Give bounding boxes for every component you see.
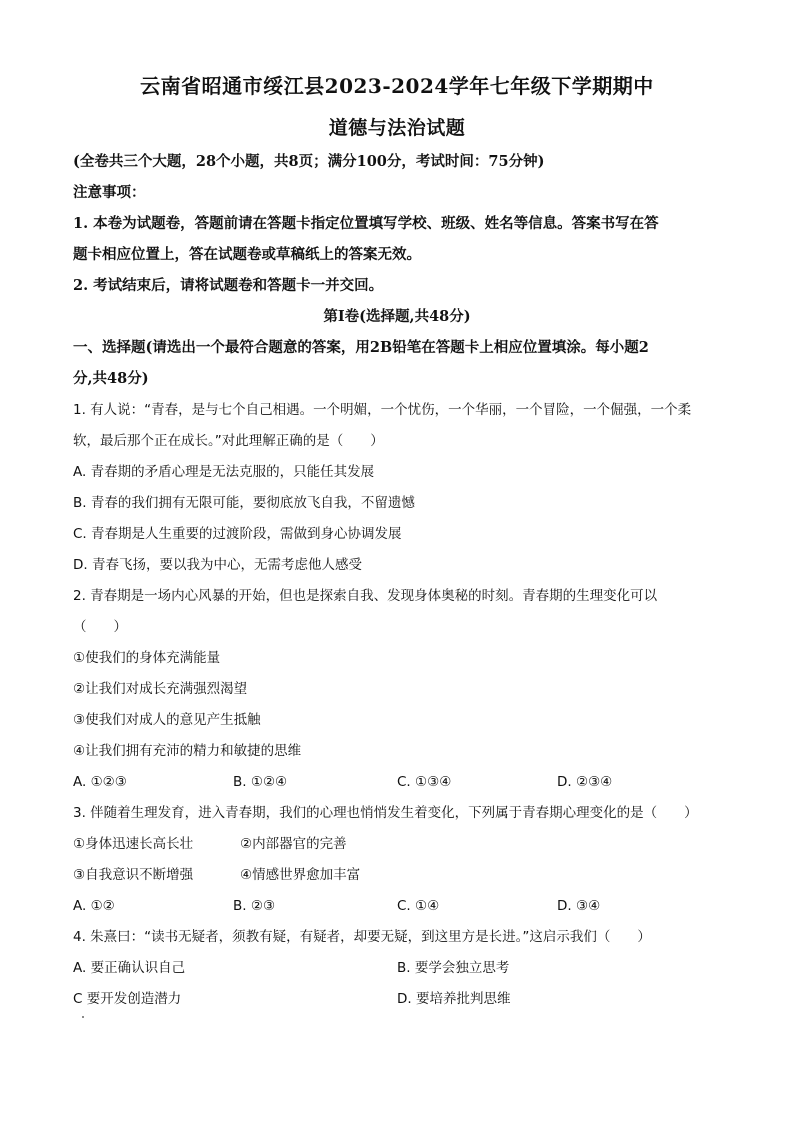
question-2-stem: 2. 青春期是一场内心风暴的开始，但也是探索自我、发现身体奥秘的时刻。青春期的生理变化可以 bbox=[73, 588, 658, 604]
question-4-option-d: D. 要培养批判思维 bbox=[397, 991, 511, 1007]
question-3-stem: 3. 伴随着生理发育，进入青春期，我们的心理也悄悄发生着变化，下列属于青春期心理变化的是（ ） bbox=[73, 805, 698, 821]
section1-heading: 一、选择题(请选出一个最符合题意的答案，用2B铅笔在答题卡上相应位置填涂。每小题2 bbox=[73, 339, 649, 356]
question-4-option-b: B. 要学会独立思考 bbox=[397, 960, 510, 976]
section1-heading-cont: 分,共48分) bbox=[73, 370, 149, 387]
notice-item-1: 1. 本卷为试题卷，答题前请在答题卡指定位置填写学校、班级、姓名等信息。答案书写在答 bbox=[73, 215, 659, 232]
question-2-option-b: B. ①②④ bbox=[233, 774, 288, 790]
question-2-option-c: C. ①③④ bbox=[397, 774, 452, 790]
exam-title: 云南省昭通市绥江县2023-2024学年七年级下学期期中 bbox=[140, 74, 654, 98]
notice-heading: 注意事项： bbox=[73, 184, 146, 201]
question-1-option-c: C. 青春期是人生重要的过渡阶段，需做到身心协调发展 bbox=[73, 526, 402, 542]
question-1-stem-cont: 软，最后那个正在成长。”对此理解正确的是（ ） bbox=[73, 433, 384, 449]
question-2-option-d: D. ②③④ bbox=[557, 774, 613, 790]
question-3-option-d: D. ③④ bbox=[557, 898, 601, 914]
question-1-option-b: B. 青春的我们拥有无限可能，要彻底放飞自我，不留遗憾 bbox=[73, 495, 415, 511]
question-4-option-a: A. 要正确认识自己 bbox=[73, 960, 186, 976]
part1-heading: 第Ⅰ卷(选择题,共48分) bbox=[323, 308, 471, 325]
question-2-item-2: ②让我们对成长充满强烈渴望 bbox=[73, 681, 248, 697]
question-2-item-3: ③使我们对成人的意见产生抵触 bbox=[73, 712, 261, 728]
question-1-option-a: A. 青春期的矛盾心理是无法克服的，只能任其发展 bbox=[73, 464, 375, 480]
question-2-option-a: A. ①②③ bbox=[73, 774, 127, 790]
question-3-option-a: A. ①② bbox=[73, 898, 115, 914]
question-3-item-4: ④情感世界愈加丰富 bbox=[240, 867, 361, 883]
question-1-option-d: D. 青春飞扬，要以我为中心，无需考虑他人感受 bbox=[73, 557, 362, 573]
notice-item-1-cont: 题卡相应位置上，答在试题卷或草稿纸上的答案无效。 bbox=[73, 246, 421, 263]
question-2-item-1: ①使我们的身体充满能量 bbox=[73, 650, 221, 666]
question-4-stem: 4. 朱熹曰：“读书无疑者，须教有疑，有疑者，却要无疑，到这里方是长进。”这启示我们（ ） bbox=[73, 929, 651, 945]
question-3-item-2: ②内部器官的完善 bbox=[240, 836, 347, 852]
question-4-option-c: C 要开发创造潜力 bbox=[73, 991, 182, 1007]
subject-title: 道德与法治试题 bbox=[328, 117, 466, 139]
question-3-option-b: B. ②③ bbox=[233, 898, 276, 914]
question-1-stem: 1. 有人说：“青春，是与七个自己相遇。一个明媚，一个忧伤，一个华丽，一个冒险，一个倔强，一个柔 bbox=[73, 402, 692, 418]
question-2-stem-cont: （ ） bbox=[73, 619, 127, 635]
question-3-option-c: C. ①④ bbox=[397, 898, 440, 914]
question-3-item-3: ③自我意识不断增强 bbox=[73, 867, 194, 883]
question-3-item-1: ①身体迅速长高长壮 bbox=[73, 836, 194, 852]
scan-speck bbox=[82, 1016, 84, 1018]
exam-info: (全卷共三个大题，28个小题，共8页；满分100分，考试时间：75分钟) bbox=[73, 153, 545, 170]
question-2-item-4: ④让我们拥有充沛的精力和敏捷的思维 bbox=[73, 743, 302, 759]
notice-item-2: 2. 考试结束后，请将试题卷和答题卡一并交回。 bbox=[73, 277, 384, 294]
